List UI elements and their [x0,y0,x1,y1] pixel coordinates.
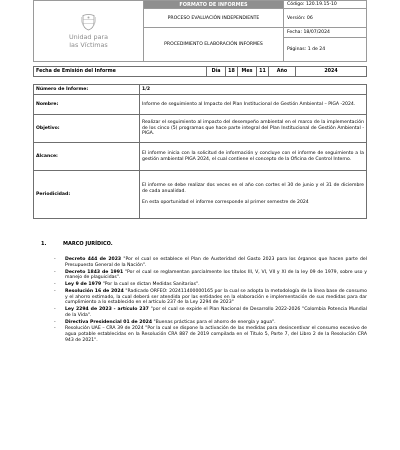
law-description: "Radicado ORFEO: 202411400000165 por la cual se adopta la metodología de la línea base de consumo y el ahorro estimado, la cual deberá ser atendida por las entidades en la elaboración e implementación de sus medidas para dar cumplimiento a lo establecido en el artículo 237 de la Ley 2294 de 2023" [65,288,367,306]
law-description: "Buenas prácticas para el ahorro de energía y agua". [152,319,276,325]
month-value: 11 [257,67,269,77]
law-description: "Por el cual se establece el Plan de Austeridad del Gasto 2023 para los órganos que hacen parte del Presupuesto General de la Nación". [65,257,367,268]
year-label: Año [269,67,296,77]
document-version: Versión: 06 [284,9,366,28]
report-info-table [33,84,367,219]
list-item: - Ley 9 de 1979 "Por la cual se dictan Medidas Sanitarias". [54,282,200,287]
report-objective-value: Realizar el seguimiento al impacto del desempeño ambiental en el marco de la implementación de los cinco (5) programas que hace parte integral del Plan Institucional de Gestión Ambiental - PIGA. [140,115,367,143]
list-item: - Resolución 16 de 2024 "Radicado ORFEO: 202411400000165 por la cual se adopta la metodología de la línea base de consumo y el ahorro estimado, la cual deberá ser atendida por las entidades en la elaboración e implementación de sus medidas para dar cumplimiento a lo establecido en el artículo 237 de la Ley 2294 de 2023" [54,288,367,306]
report-objective-label: Objetivo: [34,115,140,143]
list-item: - Directiva Presidencial 01 de 2024 "Buenas prácticas para el ahorro de energía y agua". [54,319,276,325]
report-name-label: Nombre: [34,95,140,115]
coat-of-arms-icon [81,14,96,31]
report-number-label: Número de Informe: [34,85,140,95]
report-periodicity-label: Periodicidad: [34,171,140,219]
law-reference: Ley 9 de 1979 [65,282,102,287]
law-description: "Por la cual se dictan Medidas Sanitarias". [101,282,200,287]
report-scope-value: El informe inicia con la solicitud de información y concluye con el informe de seguimiento a la gestión ambiental PIGA 2024, el cual contiene el concepto de la Oficina de Control Interno. [140,143,367,171]
report-periodicity-cell [140,171,367,219]
report-objective-row [34,115,367,143]
section-number: 1. [41,241,47,247]
report-scope-row [34,143,367,171]
list-item: - Ley 2294 de 2023 - artículo 237 "por el cual se expide el Plan Nacional de Desarrollo 2022-2026 "Colombia Potencia Mundial de la Vida". [54,307,367,318]
report-periodicity-row [34,171,367,219]
month-label: Mes [238,67,257,77]
law-reference: Resolución 16 de 2024 [65,288,124,294]
document-code: Código: 120.19.15-10 [284,1,366,9]
issue-date-label: Fecha de Emisión del Informe [34,67,207,77]
logo-text-line1: Unidad para [68,33,109,42]
document-control-info [284,1,366,61]
year-value: 2024 [296,67,367,77]
page-count: Páginas: 1 de 24 [287,47,326,52]
document-header [33,0,367,62]
procedure-name: PROCEDIMIENTO ELABORACIÓN INFORMES [164,42,263,47]
report-number-row [34,85,367,95]
document-date: Fecha: 18/07/2024 [284,28,366,38]
section-title: MARCO JURÍDICO. [63,241,113,247]
list-item: - Resolución UAE – CRA 39 de 2024 "Por la cual se dispone la activación de las medidas para desincentivar el consumo excesivo de agua potable establecidas en la Resolución CRA 887 de 2019 compilada en el Título 5, Parte 7, del Libro 2 de la Resolución CRA 943 de 2021". [54,326,367,343]
process-name: PROCESO EVALUACIÓN INDEPENDIENTE [144,9,283,28]
section-heading [41,241,113,247]
legal-references-list [54,257,367,345]
law-reference: Directiva Presidencial 01 de 2024 [65,319,153,325]
report-name-row [34,95,367,115]
format-title: FORMATO DE INFORMES [144,1,283,9]
report-number-value: 1/2 [140,85,367,95]
report-name-value: Informe de seguimiento al Impacto del Plan Institucional de Gestión Ambiental – PIGA -2024. [140,95,367,115]
header-titles [144,1,284,61]
law-description: "por el cual se expide el Plan Nacional de Desarrollo 2022-2026 "Colombia Potencia Mundial de la Vida". [65,307,367,318]
issue-date-table [33,66,367,77]
law-description: "Por el cual se reglamentan parcialmente los títulos III, V, VI, VII y XI de la ley 09 de 1979, sobre uso y manejo de plaguicidas". [65,269,367,281]
law-reference: Decreto 444 de 2023 [65,257,122,262]
report-scope-label: Alcance: [34,143,140,171]
law-description: Resolución UAE – CRA 39 de 2024 "Por la cual se dispone la activación de las medidas para desincentivar el consumo excesivo de agua potable establecidas en la Resolución CRA 887 de 2019 compilada en el Título 5, Parte 7, del Libro 2 de la Resolución CRA 943 de 2021". [65,326,367,343]
report-periodicity-note: En esta oportunidad el informe corresponde al primer semestre de 2024 [142,200,309,206]
law-reference: Decreto 1843 de 1991 [65,269,124,275]
institution-logo [34,1,144,61]
list-item: - Decreto 444 de 2023 "Por el cual se establece el Plan de Austeridad del Gasto 2023 para los órganos que hacen parte del Presupuesto General de la Nación". [54,257,367,268]
day-label: Día [207,67,226,77]
list-item: - Decreto 1843 de 1991 "Por el cual se reglamentan parcialmente los títulos III, V, VI, VII y XI de la ley 09 de 1979, sobre uso y manejo de plaguicidas". [54,269,367,281]
day-value: 18 [226,67,238,77]
report-periodicity-value: El informe se debe realizar dos veces en el año con cortes el 30 de junio y el 31 de diciembre de cada anualidad. [142,183,364,194]
law-reference: Ley 2294 de 2023 - artículo 237 [65,307,149,312]
logo-text-line2: las Víctimas [69,41,108,49]
